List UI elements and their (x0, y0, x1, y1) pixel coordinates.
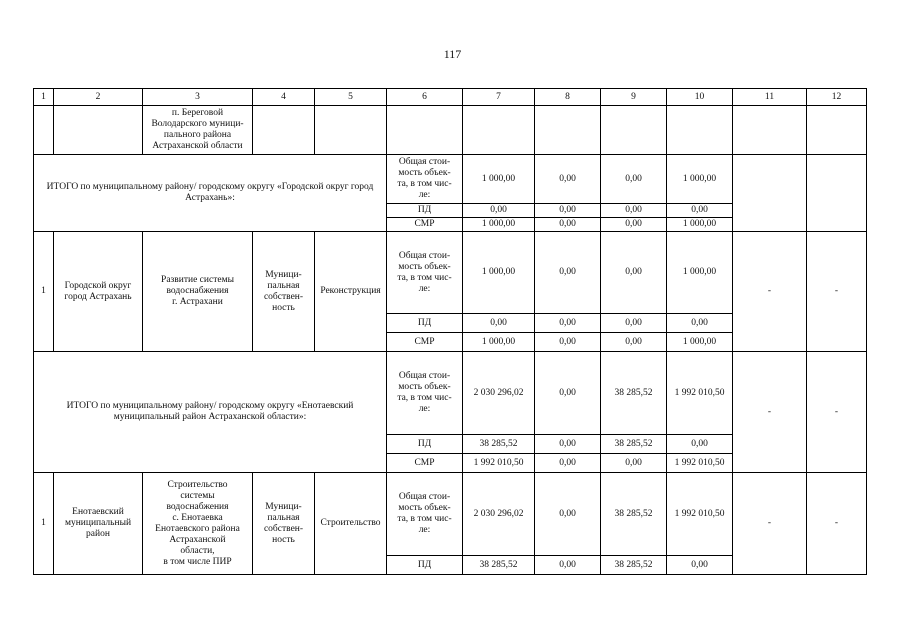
table-cell (463, 106, 535, 155)
value-cell: 38 285,52 (601, 352, 667, 435)
cost-label-pd: ПД (387, 556, 463, 575)
value-cell: 1 000,00 (463, 218, 535, 232)
total-label: ИТОГО по муниципальному району/ городскому округу «Городской округ город Астрахань»: (34, 155, 387, 232)
col-header: 1 (34, 89, 54, 106)
value-cell: 0,00 (535, 314, 601, 333)
table-cell (387, 106, 463, 155)
value-cell: 0,00 (667, 556, 733, 575)
value-cell: 0,00 (535, 232, 601, 314)
col-header: 7 (463, 89, 535, 106)
col-header: 6 (387, 89, 463, 106)
cost-label-pd: ПД (387, 314, 463, 333)
col-header: 9 (601, 89, 667, 106)
value-cell: 0,00 (601, 155, 667, 204)
value-cell: 0,00 (535, 473, 601, 556)
value-cell: 2 030 296,02 (463, 352, 535, 435)
row-number: 1 (34, 473, 54, 575)
object-name-cell: Строительство системы водоснабжения с. Енотаевка Енотаевского района Астраханской области, в том числе ПИР (143, 473, 253, 575)
value-cell: 1 992 010,50 (463, 454, 535, 473)
col-header: 5 (315, 89, 387, 106)
col-header: 12 (807, 89, 867, 106)
value-cell: 0,00 (667, 204, 733, 218)
col-header: 11 (733, 89, 807, 106)
value-cell: 0,00 (535, 352, 601, 435)
municipality-cell: Городской округ город Астрахань (54, 232, 143, 352)
table-cell (253, 106, 315, 155)
value-cell: 0,00 (535, 218, 601, 232)
value-cell: 1 000,00 (667, 232, 733, 314)
value-cell: 1 000,00 (667, 333, 733, 352)
value-cell: 0,00 (601, 333, 667, 352)
table-cell: - (733, 232, 807, 352)
value-cell: 0,00 (535, 155, 601, 204)
total-astrakhan-row (34, 155, 867, 204)
value-cell: 1 000,00 (667, 155, 733, 204)
work-type-cell: Реконструкция (315, 232, 387, 352)
table-cell: - (807, 352, 867, 473)
table-cell (601, 106, 667, 155)
table-cell (34, 106, 54, 155)
value-cell: 0,00 (601, 454, 667, 473)
cost-label-pd: ПД (387, 204, 463, 218)
value-cell: 0,00 (601, 204, 667, 218)
cost-label-pd: ПД (387, 435, 463, 454)
value-cell: 0,00 (535, 333, 601, 352)
work-type-cell: Строительство (315, 473, 387, 575)
table-cell (315, 106, 387, 155)
continuation-row (34, 106, 867, 155)
value-cell: 0,00 (667, 314, 733, 333)
total-enotaevsk-row (34, 352, 867, 435)
table-cell (667, 106, 733, 155)
cost-label-total: Общая стои- мость объек- та, в том чис- ле: (387, 155, 463, 204)
value-cell: 0,00 (463, 314, 535, 333)
value-cell: 0,00 (535, 556, 601, 575)
object-name-cell: п. Береговой Володарского муници- пального района Астраханской области (143, 106, 253, 155)
cost-label-total: Общая стои- мость объек- та, в том чис- ле: (387, 473, 463, 556)
value-cell: 1 992 010,50 (667, 473, 733, 556)
value-cell: 0,00 (535, 435, 601, 454)
ownership-cell: Муници- пальная собствен- ность (253, 473, 315, 575)
col-header: 8 (535, 89, 601, 106)
value-cell: 0,00 (535, 204, 601, 218)
table-cell: - (807, 473, 867, 575)
value-cell: 2 030 296,02 (463, 473, 535, 556)
table-cell (54, 106, 143, 155)
ownership-cell: Муници- пальная собствен- ность (253, 232, 315, 352)
cost-label-total: Общая стои- мость объек- та, в том чис- ле: (387, 232, 463, 314)
col-header: 2 (54, 89, 143, 106)
data-table (33, 88, 867, 575)
value-cell: 38 285,52 (601, 473, 667, 556)
value-cell: 1 000,00 (463, 232, 535, 314)
value-cell: 0,00 (535, 454, 601, 473)
table-cell (733, 155, 807, 232)
col-header: 10 (667, 89, 733, 106)
value-cell: 0,00 (463, 204, 535, 218)
object-astrakhan-row (34, 232, 867, 314)
table-cell (807, 155, 867, 232)
row-number: 1 (34, 232, 54, 352)
col-header: 3 (143, 89, 253, 106)
value-cell: 38 285,52 (601, 435, 667, 454)
col-header: 4 (253, 89, 315, 106)
value-cell: 38 285,52 (463, 556, 535, 575)
value-cell: 1 992 010,50 (667, 352, 733, 435)
table-cell: - (733, 473, 807, 575)
page-number: 117 (443, 47, 462, 61)
value-cell: 0,00 (601, 232, 667, 314)
value-cell: 0,00 (601, 218, 667, 232)
object-name-cell: Развитие системы водоснабжения г. Астрахани (143, 232, 253, 352)
value-cell: 1 000,00 (667, 218, 733, 232)
value-cell: 38 285,52 (601, 556, 667, 575)
cost-label-smr: СМР (387, 454, 463, 473)
table-cell (733, 106, 807, 155)
value-cell: 1 992 010,50 (667, 454, 733, 473)
value-cell: 0,00 (667, 435, 733, 454)
value-cell: 1 000,00 (463, 333, 535, 352)
value-cell: 0,00 (601, 314, 667, 333)
object-enotaevsk-row (34, 473, 867, 556)
table-cell: - (733, 352, 807, 473)
value-cell: 1 000,00 (463, 155, 535, 204)
municipality-cell: Енотаевский муниципальный район (54, 473, 143, 575)
table-cell (807, 106, 867, 155)
total-label: ИТОГО по муниципальному району/ городскому округу «Енотаевский муниципальный район Астраханской области»: (34, 352, 387, 473)
table-cell (535, 106, 601, 155)
cost-label-smr: СМР (387, 333, 463, 352)
value-cell: 38 285,52 (463, 435, 535, 454)
table-cell: - (807, 232, 867, 352)
header-row (34, 89, 867, 106)
cost-label-smr: СМР (387, 218, 463, 232)
cost-label-total: Общая стои- мость объек- та, в том чис- ле: (387, 352, 463, 435)
